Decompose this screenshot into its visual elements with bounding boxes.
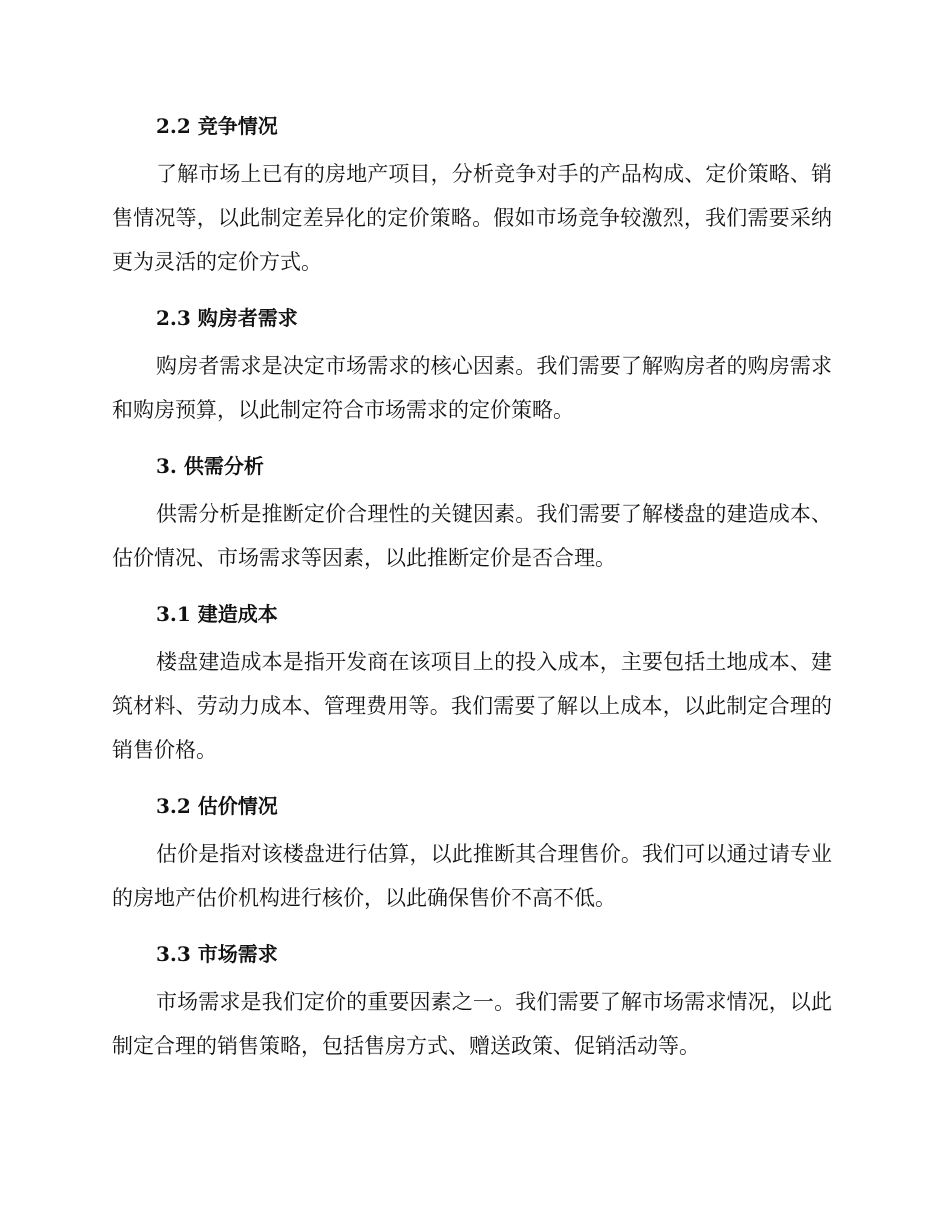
- section-body-3-1: 楼盘建造成本是指开发商在该项目上的投入成本，主要包括土地成本、建筑材料、劳动力成本、管理费用等。我们需要了解以上成本，以此制定合理的销售价格。: [112, 650, 832, 762]
- section-heading-3-3: 3.3 市场需求: [156, 942, 278, 966]
- section-body-3: 供需分析是推断定价合理性的关键因素。我们需要了解楼盘的建造成本、估价情况、市场需求等因素，以此推断定价是否合理。: [112, 502, 832, 570]
- section-heading-2-3: 2.3 购房者需求: [156, 306, 298, 330]
- section-body-2-2: 了解市场上已有的房地产项目，分析竞争对手的产品构成、定价策略、销售情况等，以此制定差异化的定价策略。假如市场竞争较激烈，我们需要采纳更为灵活的定价方式。: [112, 162, 832, 274]
- section-body-3-3: 市场需求是我们定价的重要因素之一。我们需要了解市场需求情况，以此制定合理的销售策略，包括售房方式、赠送政策、促销活动等。: [112, 990, 832, 1058]
- section-body-3-2: 估价是指对该楼盘进行估算，以此推断其合理售价。我们可以通过请专业的房地产估价机构进行核价，以此确保售价不高不低。: [112, 842, 832, 910]
- section-heading-3-1: 3.1 建造成本: [156, 602, 278, 626]
- document-content: [112, 108, 832, 1084]
- section-heading-2-2: 2.2 竞争情况: [156, 114, 278, 138]
- section-body-2-3: 购房者需求是决定市场需求的核心因素。我们需要了解购房者的购房需求和购房预算，以此制定符合市场需求的定价策略。: [112, 354, 832, 422]
- section-heading-3: 3. 供需分析: [156, 454, 264, 478]
- section-heading-3-2: 3.2 估价情况: [156, 794, 278, 818]
